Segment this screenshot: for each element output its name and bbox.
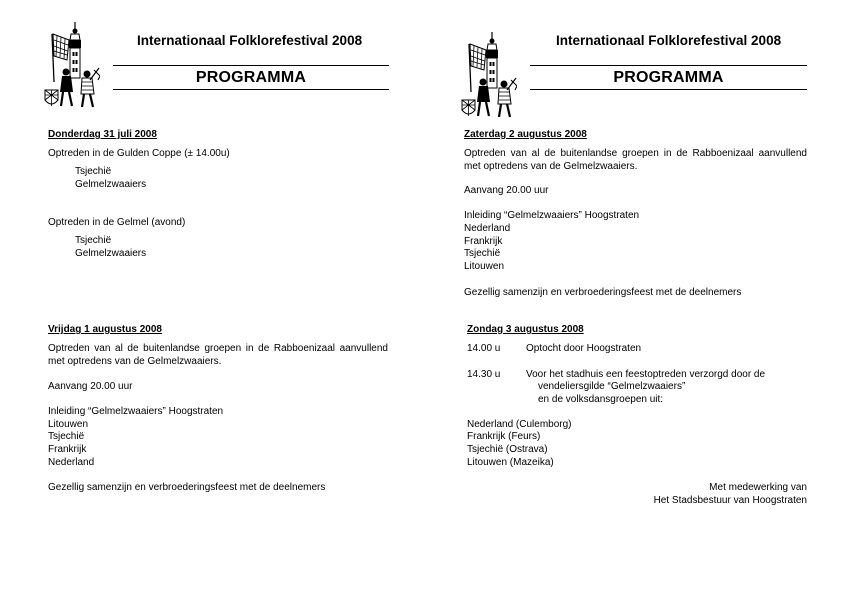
list-item: Frankrijk bbox=[48, 444, 87, 455]
programma-heading: PROGRAMMA bbox=[613, 69, 724, 86]
programma-heading: PROGRAMMA bbox=[195, 69, 307, 86]
friday-closing: Gezellig samenzijn en verbroederingsfeest met de deelnemers bbox=[48, 482, 326, 493]
event-time: 14.30 u bbox=[467, 369, 501, 380]
friday-intro: Optreden van al de buitenlandse groepen in de Rabboenizaal aanvullend met optredens van de Gelmelzwaaiers. bbox=[48, 343, 388, 367]
performance-location-1: Optreden in de Gulden Coppe (± 14.00u) bbox=[48, 148, 230, 159]
list-item: Litouwen bbox=[48, 419, 89, 430]
list-item: Litouwen bbox=[464, 261, 505, 272]
event-description: en de volksdansgroepen uit: bbox=[538, 394, 664, 405]
list-item: Nederland bbox=[464, 223, 511, 234]
header-rule-bottom bbox=[113, 89, 389, 90]
day-heading-saturday: Zaterdag 2 augustus 2008 bbox=[464, 129, 587, 140]
event-description: Optocht door Hoogstraten bbox=[526, 343, 642, 354]
program-page-left bbox=[0, 0, 400, 595]
list-item: Nederland bbox=[48, 457, 95, 468]
group-item: Tsjechië (Ostrava) bbox=[467, 444, 548, 455]
festival-title: Internationaal Folklorefestival 2008 bbox=[556, 33, 782, 48]
festival-title: Internationaal Folklorefestival 2008 bbox=[137, 33, 363, 48]
group-item: Tsjechië bbox=[75, 235, 112, 246]
day-heading-sunday: Zondag 3 augustus 2008 bbox=[467, 324, 584, 335]
group-item: Gelmelzwaaiers bbox=[75, 248, 147, 259]
list-item: Tsjechië bbox=[48, 431, 85, 442]
saturday-closing: Gezellig samenzijn en verbroederingsfeest met de deelnemers bbox=[464, 287, 742, 298]
festival-logo-icon bbox=[459, 30, 517, 120]
group-item: Nederland (Culemborg) bbox=[467, 419, 572, 430]
credit-line: Met medewerking van bbox=[709, 482, 807, 493]
group-item: Gelmelzwaaiers bbox=[75, 179, 147, 190]
saturday-intro: Optreden van al de buitenlandse groepen in de Rabboenizaal aanvullend met optredens van de Gelmelzwaaiers. bbox=[464, 148, 807, 172]
event-description: Voor het stadhuis een feestoptreden verzorgd door de bbox=[526, 369, 766, 380]
event-time: 14.00 u bbox=[467, 343, 501, 354]
header-rule-bottom bbox=[530, 89, 807, 90]
credit-line: Het Stadsbestuur van Hoogstraten bbox=[653, 495, 807, 506]
performance-location-2: Optreden in de Gelmel (avond) bbox=[48, 217, 186, 228]
event-description: vendeliersgilde “Gelmelzwaaiers” bbox=[538, 381, 686, 392]
saturday-start-time: Aanvang 20.00 uur bbox=[464, 185, 549, 196]
list-item: Tsjechië bbox=[464, 248, 501, 259]
friday-start-time: Aanvang 20.00 uur bbox=[48, 381, 133, 392]
group-item: Frankrijk (Feurs) bbox=[467, 431, 541, 442]
festival-logo-icon bbox=[42, 20, 100, 110]
program-page-right bbox=[421, 0, 821, 595]
day-heading-thursday: Donderdag 31 juli 2008 bbox=[48, 129, 157, 140]
day-heading-friday: Vrijdag 1 augustus 2008 bbox=[48, 324, 162, 335]
header-rule-top bbox=[530, 65, 807, 66]
group-item: Tsjechië bbox=[75, 166, 112, 177]
list-item: Inleiding “Gelmelzwaaiers” Hoogstraten bbox=[48, 406, 224, 417]
header-rule-top bbox=[113, 65, 389, 66]
list-item: Frankrijk bbox=[464, 236, 503, 247]
list-item: Inleiding “Gelmelzwaaiers” Hoogstraten bbox=[464, 210, 640, 221]
group-item: Litouwen (Mazeika) bbox=[467, 457, 554, 468]
